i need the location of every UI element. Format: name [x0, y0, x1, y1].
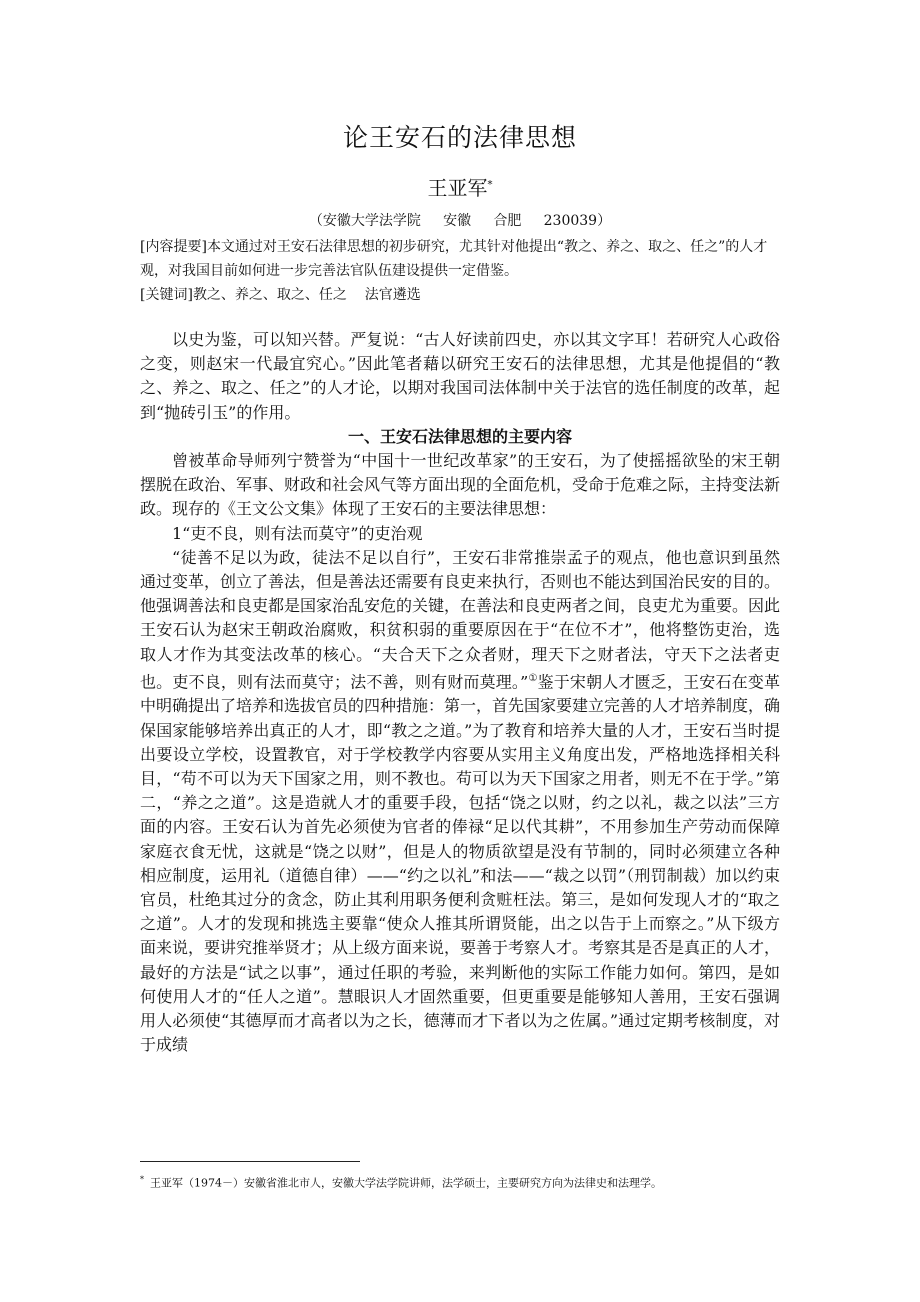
paragraph-text-part1: “徒善不足以为政，徒法不足以自行”，王安石非常推崇孟子的观点，他也意识到虽然通过变革，创立了善法，但是善法还需要有良吏来执行，否则也不能达到国治民安的目的。他强调善法和良吏都是国家治乱安危的关键，在善法和良吏两者之间，良吏尤为重要。因此王安石认为赵宋王朝政治腐败，积贫积弱的重要原因在于“在位不才”，他将整饬吏治，选取人才作为其变法改革的核心。“夫合天下之众者财，理天下之财者法，守天下之法者吏也。吏不良，则有法而莫守；法不善，则有财而莫理。” — [140, 547, 781, 692]
footnote-separator — [140, 1161, 360, 1162]
footnote-mark: * — [140, 1175, 144, 1184]
author-footnote-mark: * — [487, 179, 493, 191]
body-text — [140, 328, 780, 1057]
abstract — [140, 235, 780, 283]
endnote-mark: ① — [528, 672, 538, 684]
abstract-text: 本文通过对王安石法律思想的初步研究，尤其针对他提出“教之、养之、取之、任之”的人才观，对我国目前如何进一步完善法官队伍建设提供一定借鉴。 — [140, 239, 768, 279]
footnote — [140, 1172, 800, 1192]
keywords-label: [关键词] — [140, 287, 193, 303]
affiliation: （安徽大学法学院 安徽 合肥 230039） — [308, 213, 612, 229]
intro-paragraph: 以史为鉴，可以知兴替。严复说：“古人好读前四史，亦以其文字耳！若研究人心政俗之变，则赵宋一代最宜究心。”因此笔者藉以研究王安石的法律思想，尤其是他提倡的“教之、养之、取之、任之”的人才论，以期对我国司法体制中关于法官的选任制度的改革，起到“抛砖引玉”的作用。 — [140, 330, 780, 422]
author-line — [0, 172, 920, 201]
section-heading: 一、王安石法律思想的主要内容 — [347, 426, 572, 446]
abstract-label: [内容提要] — [140, 239, 207, 255]
keywords-text: 教之、养之、取之、任之 法官遴选 — [192, 287, 421, 303]
subsection-heading: 1“吏不良，则有法而莫守”的吏治观 — [172, 523, 423, 543]
footnote-text: 王亚军（1974－）安徽省淮北市人，安徽大学法学院讲师，法学硕士，主要研究方向为法律史和法理学。 — [150, 1176, 662, 1190]
body-paragraph-long — [140, 546, 780, 1058]
keywords — [140, 283, 780, 307]
author-name: 王亚军 — [427, 176, 488, 200]
body-paragraph: 曾被革命导师列宁赞誉为“中国十一世纪改革家”的王安石，为了使摇摇欲坠的宋王朝摆脱在政治、军事、财政和社会风气等方面出现的全面危机，受命于危难之际，主持变法新政。现存的《王文公文集》体现了王安石的主要法律思想： — [140, 451, 781, 519]
paper-title: 论王安石的法律思想 — [342, 123, 577, 152]
abstract-block — [140, 235, 780, 307]
paragraph-text-part2: 鉴于宋朝人才匮乏，王安石在变革中明确提出了培养和选拔官员的四种措施：第一，首先国家要建立完善的人才培养制度，确保国家能够培养出真正的人才，即“教之之道。”为了教育和培养大量的人才，王安石当时提出要设立学校，设置教官，对于学校教学内容要从实用主义角度出发，严格地选择相关科目，“苟不可以为天下国家之用，则不教也。苟可以为天下国家之用者，则无不在于学。”第二，“养之之道”。这是造就人才的重要手段，包括“饶之以财，约之以礼，裁之以法”三方面的内容。王安石认为首先必须使为官者的俸禄“足以代其耕”，不用参加生产劳动而保障家庭衣食无忧，这就是“饶之以财”，但是人的物质欲望是没有节制的，同时必须建立各种相应制度，运用礼（道德自律）——“约之以礼”和法——“裁之以罚”（刑罚制裁）加以约束官员，杜绝其过分的贪念，防止其利用职务便利贪赃枉法。第三，是如何发现人才的“取之之道”。人才的发现和挑选主要靠“使众人推其所谓贤能，出之以告于上而察之。”从下级方面来说，要讲究推举贤才；从上级方面来说，要善于考察人才。考察其是否是真正的人才，最好的方法是“试之以事”，通过任职的考验，来判断他的实际工作能力如何。第四，是如何使用人才的“任人之道”。慧眼识人才固然重要，但更重要是能够知人善用，王安石强调用人必须使“其德厚而才高者以为之长，德薄而才下者以为之佐属。”通过定期考核制度，对于成绩 — [140, 672, 781, 1055]
